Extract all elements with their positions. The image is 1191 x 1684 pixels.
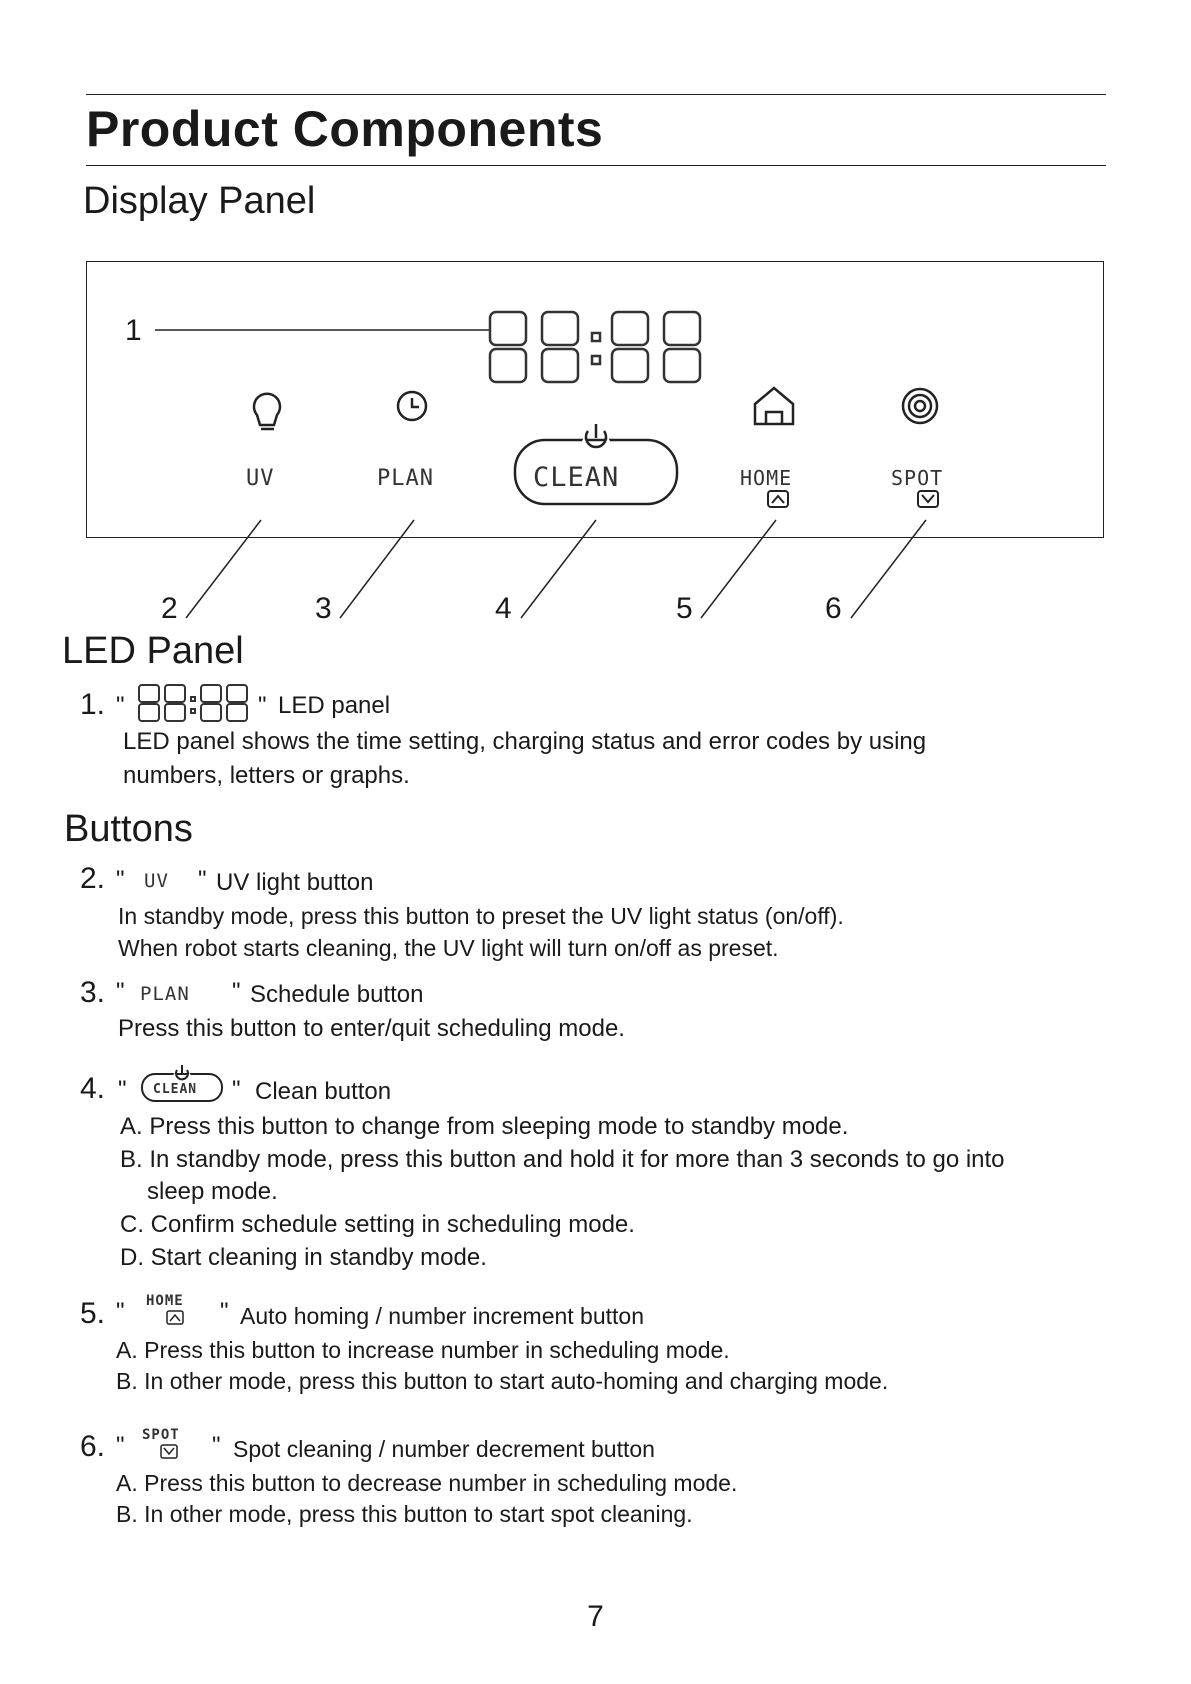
item-2-line-1: In standby mode, press this button to preset the UV light status (on/off). [118, 903, 844, 929]
item-6-quote-close: " [212, 1432, 221, 1459]
home-label: HOME [740, 466, 793, 490]
item-6-chevron-down-icon [160, 1444, 180, 1460]
callout-leader-lines [186, 520, 926, 618]
led-digits-inline-icon [137, 683, 252, 723]
item-4-line-b: B. In standby mode, press this button and hold it for more than 3 seconds to go into [120, 1146, 1005, 1173]
item-3-quote-open: " [116, 978, 125, 1005]
item-4-line-c: C. Confirm schedule setting in scheduling mode. [120, 1211, 635, 1238]
item-2-line-2: When robot starts cleaning, the UV light will turn on/off as preset. [118, 935, 779, 961]
led-desc-line-1: LED panel shows the time setting, charging status and error codes by using [123, 728, 927, 755]
led-quote-close: " [258, 692, 267, 719]
led-panel-heading: LED Panel [62, 630, 244, 672]
item-5-chevron-up-icon [166, 1310, 186, 1326]
item-2-title: UV light button [216, 869, 374, 896]
callout-2: 2 [161, 592, 178, 625]
item-4-quote-close: " [232, 1076, 241, 1103]
led-item-title: LED panel [278, 692, 391, 719]
item-3-line-1: Press this button to enter/quit scheduling mode. [118, 1015, 625, 1042]
item-2-number: 2. [80, 862, 106, 895]
chevron-down-icon [918, 491, 938, 507]
buttons-heading: Buttons [64, 808, 193, 850]
callout-5: 5 [676, 592, 693, 625]
section-subtitle: Display Panel [83, 180, 316, 222]
chevron-up-icon [768, 491, 788, 507]
home-icon [755, 388, 793, 424]
item-5-number: 5. [80, 1297, 106, 1330]
callout-1: 1 [125, 314, 142, 347]
item-6-line-b: B. In other mode, press this button to start spot cleaning. [116, 1501, 693, 1527]
clock-icon [398, 392, 426, 420]
clean-label: CLEAN [533, 462, 620, 493]
item-3-title: Schedule button [250, 981, 424, 1008]
led-digits-graphic [490, 312, 700, 382]
item-6-line-a: A. Press this button to decrease number in scheduling mode. [116, 1470, 738, 1496]
item-4-line-b-cont: sleep mode. [147, 1178, 278, 1205]
page-number: 7 [587, 1600, 604, 1633]
item-4-quote-open: " [118, 1076, 127, 1103]
item-3-plan-icon-label: PLAN [140, 983, 190, 1005]
led-item-number: 1. [80, 688, 106, 721]
spot-target-icon [903, 389, 937, 423]
item-4-line-a: A. Press this button to change from sleeping mode to standby mode. [120, 1113, 849, 1140]
item-5-line-a: A. Press this button to increase number in scheduling mode. [116, 1337, 730, 1363]
item-3-quote-close: " [232, 978, 241, 1005]
callout-3: 3 [315, 592, 332, 625]
item-6-number: 6. [80, 1430, 106, 1463]
item-3-number: 3. [80, 976, 106, 1009]
item-2-quote-open: " [116, 866, 125, 893]
panel-diagram-svg [0, 0, 1191, 640]
item-4-clean-icon-label: CLEAN [153, 1082, 198, 1097]
item-5-quote-open: " [116, 1298, 125, 1325]
item-6-quote-open: " [116, 1432, 125, 1459]
led-quote-open: " [116, 692, 125, 719]
item-5-line-b: B. In other mode, press this button to start auto-homing and charging mode. [116, 1368, 889, 1394]
spot-label: SPOT [891, 466, 944, 490]
item-5-quote-close: " [220, 1298, 229, 1325]
callout-4: 4 [495, 592, 512, 625]
item-5-title: Auto homing / number increment button [240, 1303, 645, 1329]
item-2-uv-icon-label: UV [144, 870, 169, 892]
plan-label: PLAN [377, 466, 434, 491]
item-4-line-d: D. Start cleaning in standby mode. [120, 1244, 487, 1271]
item-5-home-icon-label: HOME [146, 1293, 184, 1309]
page-title: Product Components [86, 101, 604, 157]
bulb-icon [254, 394, 280, 429]
callout-6: 6 [825, 592, 842, 625]
item-2-quote-close: " [198, 866, 207, 893]
item-6-title: Spot cleaning / number decrement button [233, 1436, 655, 1462]
led-desc-line-2: numbers, letters or graphs. [123, 762, 410, 789]
item-6-spot-icon-label: SPOT [142, 1427, 180, 1443]
item-4-number: 4. [80, 1072, 106, 1105]
item-4-title: Clean button [255, 1078, 392, 1105]
uv-label: UV [246, 466, 275, 491]
